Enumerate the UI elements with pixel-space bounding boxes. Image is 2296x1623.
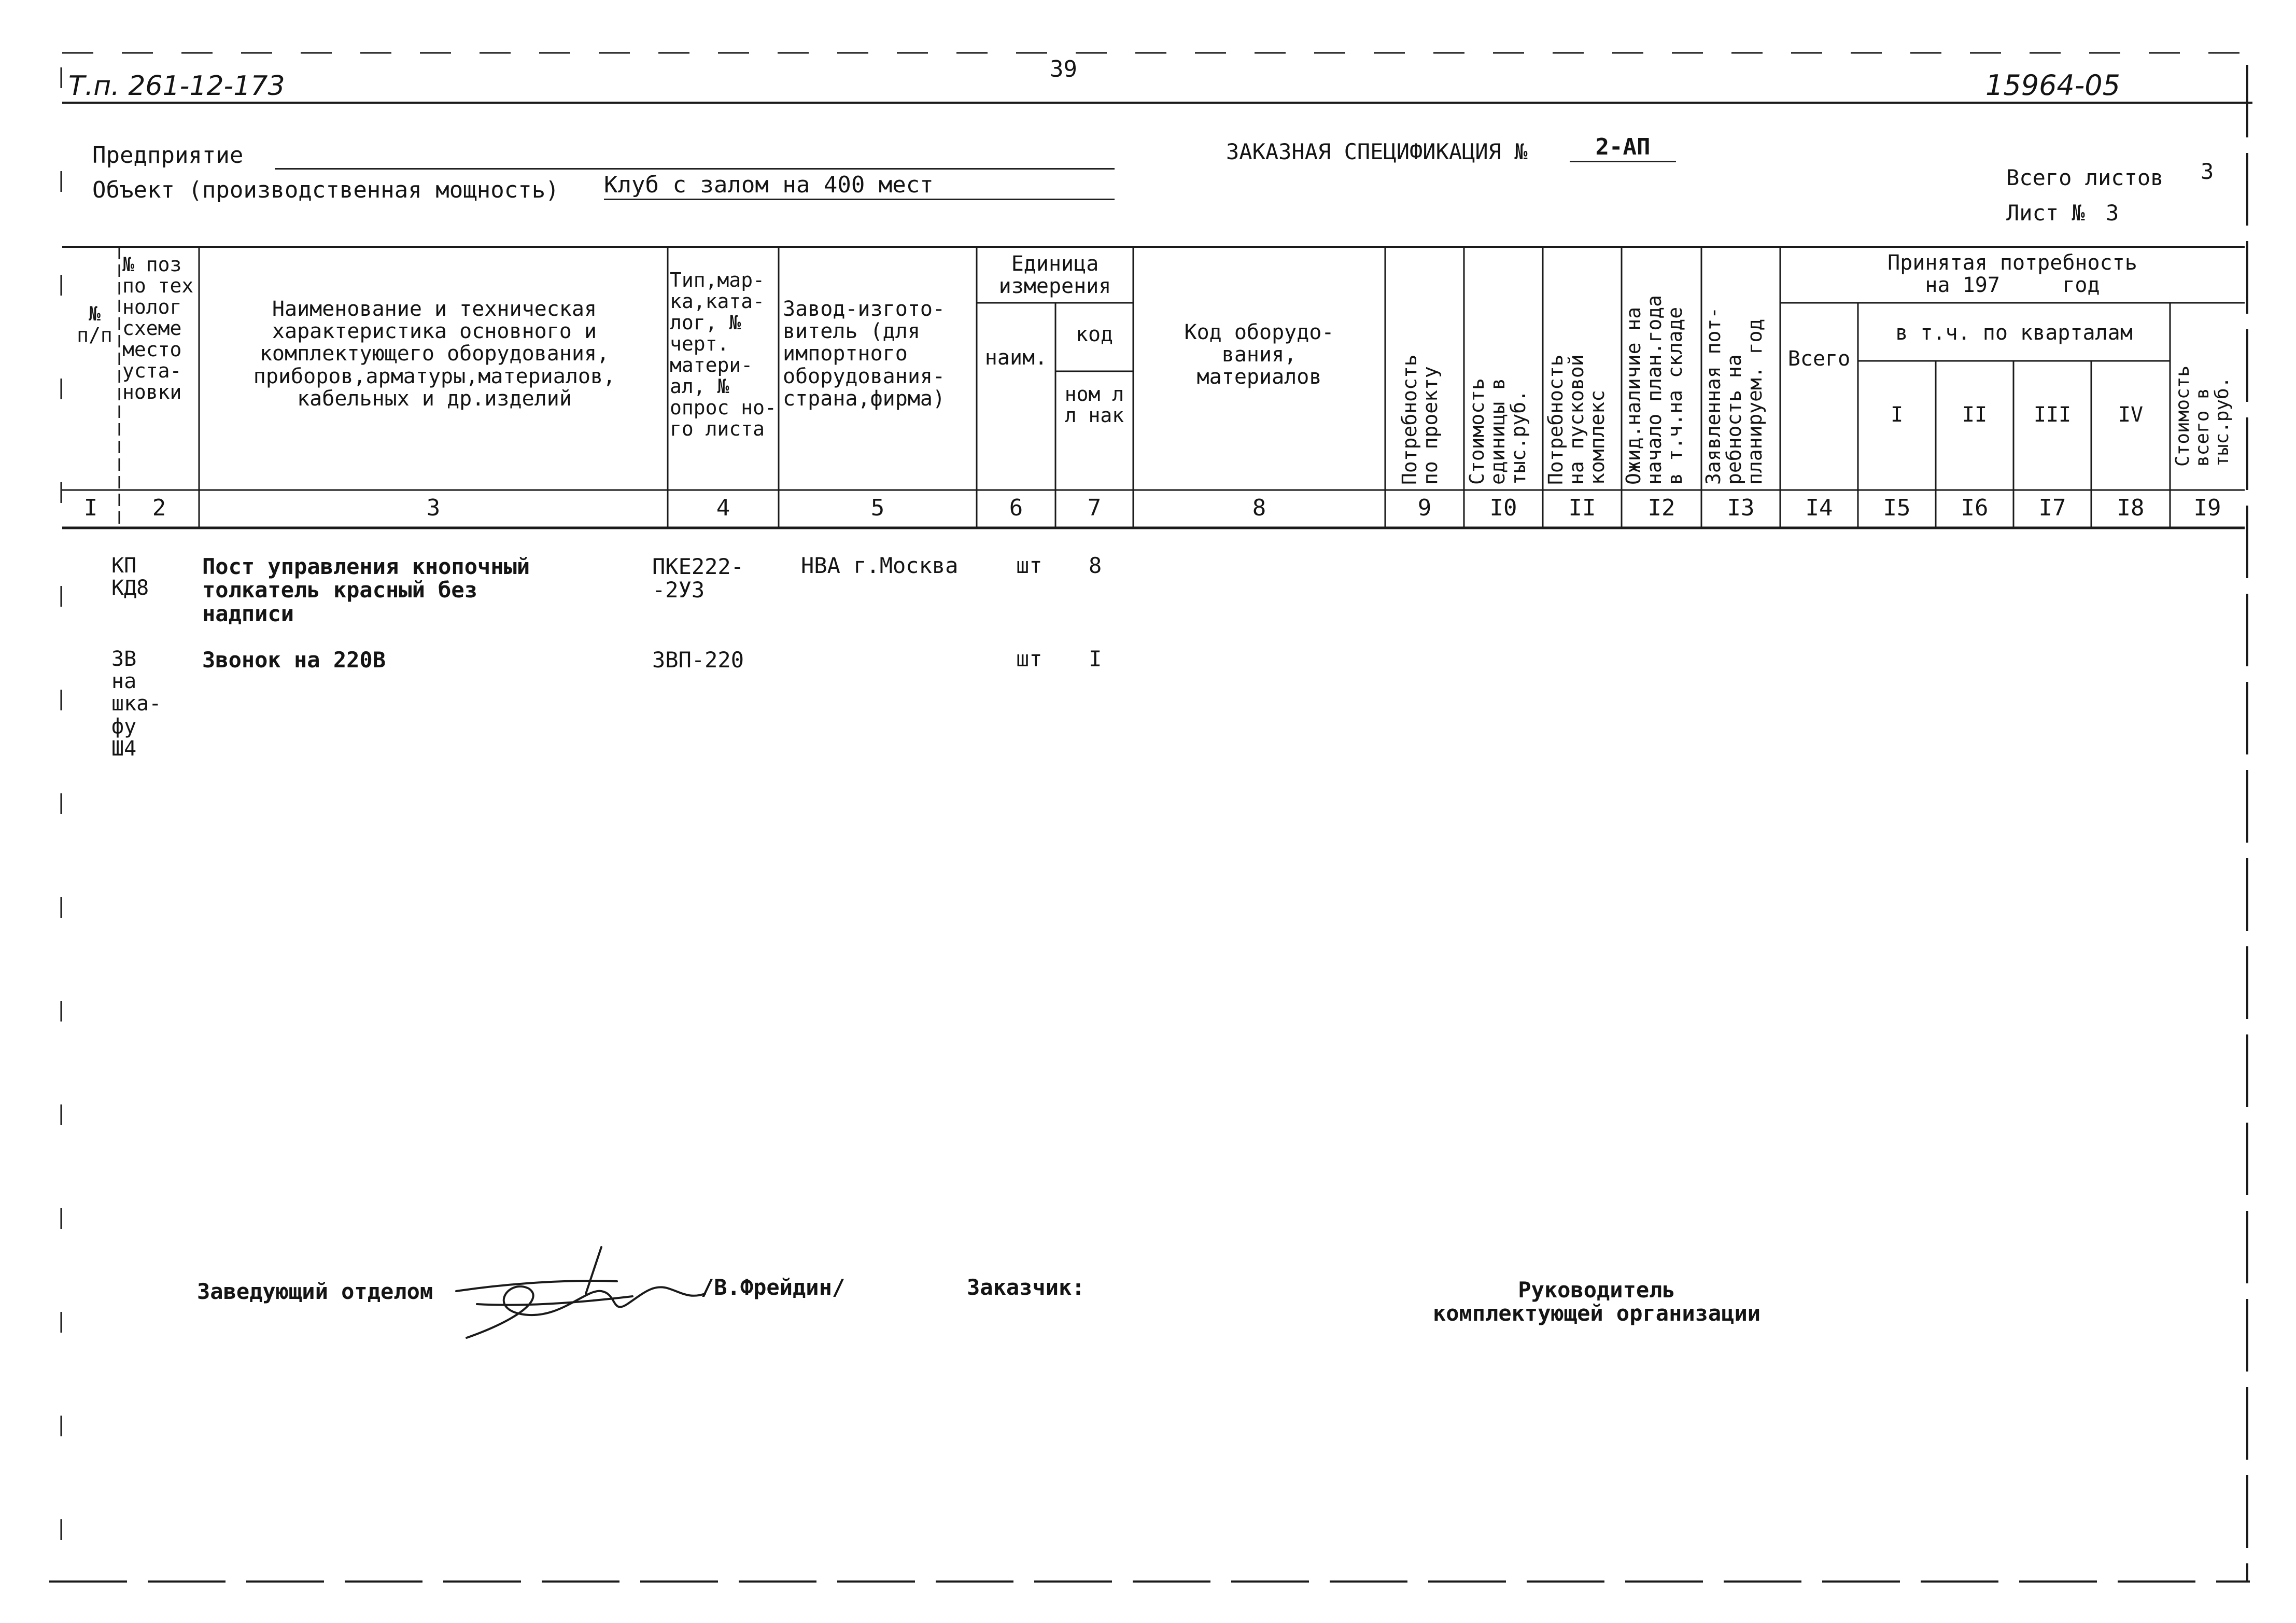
doc-code: Т.п. 261-12-173 xyxy=(68,71,285,102)
row-position: КП КД8 xyxy=(111,554,149,600)
col-10-header: Стоимость единицы в тыс.руб. xyxy=(1466,378,1530,485)
col-number: 7 xyxy=(1087,495,1102,521)
col-number: I9 xyxy=(2193,495,2221,521)
spec-number: 2-АП xyxy=(1570,136,1676,162)
enterprise-label: Предприятие xyxy=(92,142,244,169)
col-number: I2 xyxy=(1647,495,1675,521)
inventory-number: 15964-05 xyxy=(1985,69,2120,102)
page-number: 39 xyxy=(1050,56,1077,82)
col-number: I3 xyxy=(1727,495,1755,521)
sheet-value: 3 xyxy=(2106,200,2119,226)
spec-label: ЗАКАЗНАЯ СПЕЦИФИКАЦИЯ № xyxy=(1226,139,1528,164)
col-12-header: Ожид.наличие на начало план.года в т.ч.на складе xyxy=(1622,295,1686,485)
col-14-header: Всего xyxy=(1787,347,1851,371)
col-number: I4 xyxy=(1805,495,1833,521)
col-11-header: Потребность на пусковой комплекс xyxy=(1544,354,1609,485)
col-1-header: № п/п xyxy=(77,302,112,347)
col-number: 5 xyxy=(870,495,885,521)
sheets-total-label: Всего листов xyxy=(2006,165,2164,190)
col-number: II xyxy=(1568,495,1596,521)
col-number: I6 xyxy=(1961,495,1989,521)
col-5-header: Завод-изгото- витель (для импортного оборудования- страна,фирма) xyxy=(783,297,946,411)
col-number: 6 xyxy=(1009,495,1023,521)
row-name: Пост управления кнопочный толкатель красный без надписи xyxy=(202,554,530,626)
col-7-header-bottom: ном л л нак xyxy=(1064,383,1124,427)
signature-mark xyxy=(446,1242,736,1351)
col-number: 8 xyxy=(1252,495,1266,521)
row-position: ЗВ на шка- фу Ш4 xyxy=(111,647,162,761)
head-name: /В.Фрейдин/ xyxy=(701,1275,846,1300)
row-maker: НВА г.Москва xyxy=(801,553,959,578)
head-label: Заведующий отделом xyxy=(197,1279,433,1304)
sheets-total-value: 3 xyxy=(2201,159,2214,184)
col-4-header: Тип,мар- ка,ката- лог, № черт. матери- ал, № опрос но- го листа xyxy=(670,269,777,441)
col-19-header: Стоимость всего в тыс.руб. xyxy=(2172,365,2233,467)
col-16-header: II xyxy=(1962,403,1988,427)
col-number: I8 xyxy=(2117,495,2145,521)
row-type: ПКЕ222- -2У3 xyxy=(652,554,744,603)
accepted-group-header: Принятая потребность на 197 год xyxy=(1887,251,2137,298)
col-17-header: III xyxy=(2033,403,2072,427)
col-number: 3 xyxy=(426,495,441,521)
col-2-header: № поз по тех нолог схеме место уста- новки xyxy=(122,253,194,404)
customer-label: Заказчик: xyxy=(967,1275,1085,1300)
col-number: I5 xyxy=(1883,495,1911,521)
col-9-header: Потребность по проекту xyxy=(1398,354,1442,485)
col-7-header-top: код xyxy=(1075,323,1114,346)
col-6-header: наим. xyxy=(984,346,1048,370)
row-unit: шт xyxy=(1016,553,1043,578)
col-number: 2 xyxy=(152,495,166,521)
col-3-header: Наименование и техническая характеристика основного и комплектующего оборудования, приборов,арматуры,материалов, кабельных и др.изделий xyxy=(253,297,616,411)
object-field: Клуб с залом на 400 мест xyxy=(604,174,1115,200)
row-type: ЗВП-220 xyxy=(652,647,744,673)
unit-group-header: Единица измерения xyxy=(998,252,1111,299)
row-unit: шт xyxy=(1016,646,1043,671)
col-13-header: Заявленная пот- ребность на планируем. год xyxy=(1702,306,1766,485)
col-number: 4 xyxy=(716,495,730,521)
row-code: I xyxy=(1089,646,1102,671)
col-number: I0 xyxy=(1489,495,1517,521)
quarters-group-header: в т.ч. по кварталам xyxy=(1895,321,2133,345)
row-code: 8 xyxy=(1089,553,1102,578)
object-label: Объект (производственная мощность) xyxy=(92,177,559,203)
col-number: I7 xyxy=(2038,495,2066,521)
col-number: I xyxy=(83,495,98,521)
col-number: 9 xyxy=(1417,495,1432,521)
col-8-header: Код оборудо- вания, материалов xyxy=(1184,320,1334,389)
org-head-label: Руководитель комплектующей организации xyxy=(1432,1277,1761,1326)
sheet-label: Лист № xyxy=(2006,200,2085,226)
col-15-header: I xyxy=(1890,403,1904,427)
col-18-header: IV xyxy=(2118,403,2144,427)
row-name: Звонок на 220В xyxy=(202,647,386,673)
